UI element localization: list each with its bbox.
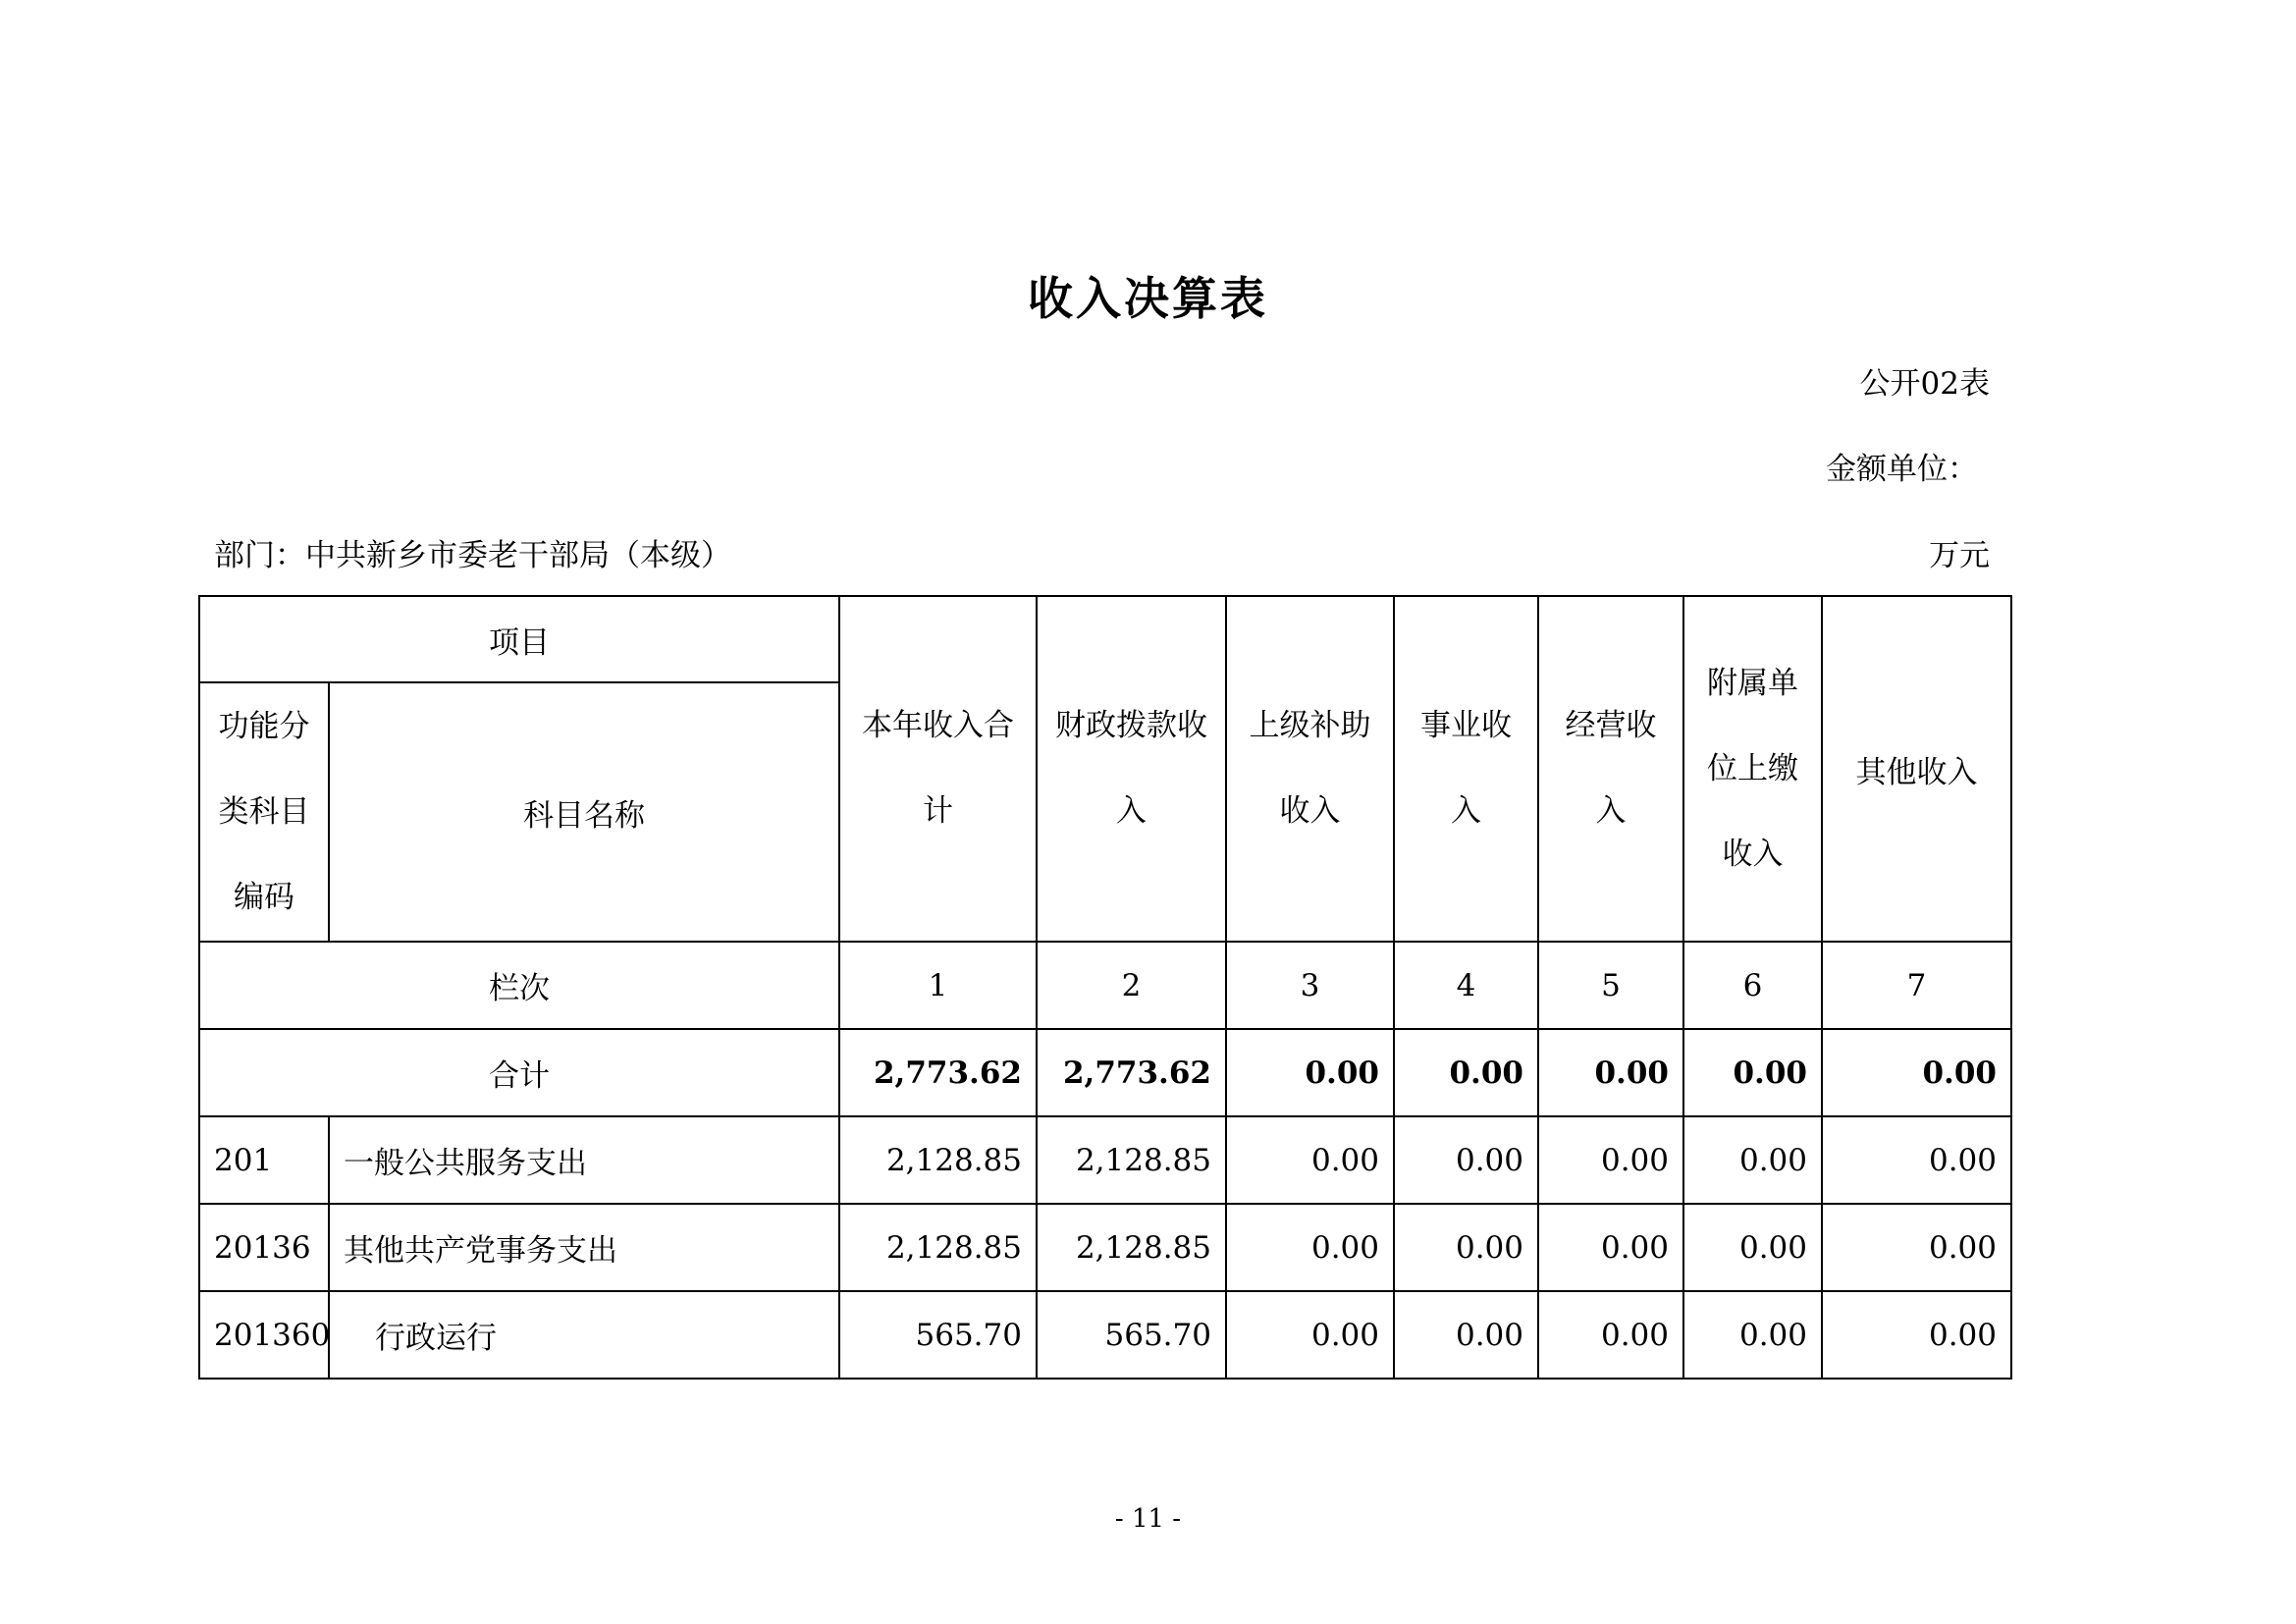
total-value-2: 2,773.62 — [1037, 1029, 1226, 1116]
page-number: - 11 - — [1114, 1504, 1182, 1534]
column-index-5: 5 — [1538, 942, 1683, 1029]
row-value-4: 0.00 — [1394, 1204, 1538, 1291]
header-code: 功能分 类科目 编码 — [199, 682, 329, 942]
header-col6: 附属单 位上缴 收入 — [1683, 596, 1822, 942]
total-value-1: 2,773.62 — [839, 1029, 1037, 1116]
total-value-6: 0.00 — [1683, 1029, 1822, 1116]
column-index-4: 4 — [1394, 942, 1538, 1029]
row-name: 行政运行 — [329, 1291, 839, 1379]
header-col3: 上级补助 收入 — [1226, 596, 1394, 942]
row-value-6: 0.00 — [1683, 1291, 1822, 1379]
row-value-6: 0.00 — [1683, 1116, 1822, 1204]
row-value-1: 565.70 — [839, 1291, 1037, 1379]
row-code: 20136 — [199, 1204, 329, 1291]
table-row — [199, 1291, 2011, 1379]
total-row — [199, 1029, 2011, 1116]
row-code: 201 — [199, 1116, 329, 1204]
row-value-5: 0.00 — [1538, 1204, 1683, 1291]
header-col4: 事业收 入 — [1394, 596, 1538, 942]
row-value-1: 2,128.85 — [839, 1204, 1037, 1291]
row-name: 一般公共服务支出 — [329, 1116, 839, 1204]
row-code: 201360 — [199, 1291, 329, 1379]
total-value-3: 0.00 — [1226, 1029, 1394, 1116]
income-table — [198, 595, 2012, 1380]
row-value-7: 0.00 — [1822, 1116, 2011, 1204]
header-col7: 其他收入 — [1822, 596, 2011, 942]
column-index-1: 1 — [839, 942, 1037, 1029]
row-value-4: 0.00 — [1394, 1291, 1538, 1379]
row-value-5: 0.00 — [1538, 1116, 1683, 1204]
column-index-6: 6 — [1683, 942, 1822, 1029]
column-index-2: 2 — [1037, 942, 1226, 1029]
form-id: 公开02表 — [1859, 366, 1990, 402]
row-name: 其他共产党事务支出 — [329, 1204, 839, 1291]
header-name: 科目名称 — [329, 682, 839, 942]
row-value-3: 0.00 — [1226, 1204, 1394, 1291]
unit-value: 万元 — [1929, 538, 1990, 573]
column-index-3: 3 — [1226, 942, 1394, 1029]
header-row-1 — [199, 596, 2011, 682]
department-label: 部门：中共新乡市委老干部局（本级） — [214, 538, 731, 573]
total-value-5: 0.00 — [1538, 1029, 1683, 1116]
column-index-7: 7 — [1822, 942, 2011, 1029]
row-value-6: 0.00 — [1683, 1204, 1822, 1291]
row-value-5: 0.00 — [1538, 1291, 1683, 1379]
table-row — [199, 1116, 2011, 1204]
row-value-3: 0.00 — [1226, 1116, 1394, 1204]
total-value-4: 0.00 — [1394, 1029, 1538, 1116]
column-index-label: 栏次 — [199, 942, 839, 1029]
header-col1: 本年收入合 计 — [839, 596, 1037, 942]
header-col5: 经营收 入 — [1538, 596, 1683, 942]
header-col2: 财政拨款收 入 — [1037, 596, 1226, 942]
row-value-2: 2,128.85 — [1037, 1116, 1226, 1204]
unit-label: 金额单位： — [1826, 452, 1978, 487]
total-label: 合计 — [199, 1029, 839, 1116]
row-value-4: 0.00 — [1394, 1116, 1538, 1204]
page-title: 收入决算表 — [1028, 272, 1268, 325]
table-row — [199, 1204, 2011, 1291]
column-index-row — [199, 942, 2011, 1029]
row-value-2: 565.70 — [1037, 1291, 1226, 1379]
row-value-1: 2,128.85 — [839, 1116, 1037, 1204]
row-value-7: 0.00 — [1822, 1291, 2011, 1379]
row-value-7: 0.00 — [1822, 1204, 2011, 1291]
total-value-7: 0.00 — [1822, 1029, 2011, 1116]
row-value-2: 2,128.85 — [1037, 1204, 1226, 1291]
header-project: 项目 — [199, 596, 839, 682]
row-value-3: 0.00 — [1226, 1291, 1394, 1379]
